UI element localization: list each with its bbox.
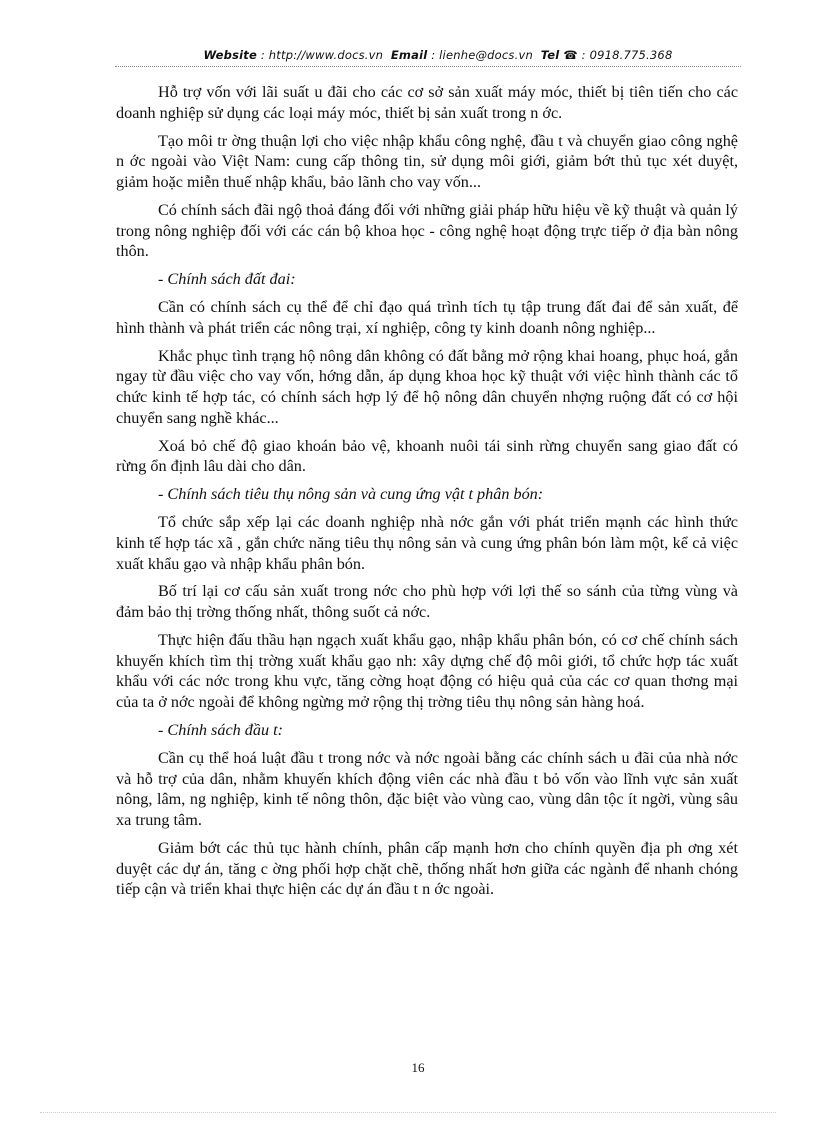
page-number: 16 (411, 1060, 425, 1075)
section-heading-consumption-policy: - Chính sách tiêu thụ nông sản và cung ứng vật t phân bón: (158, 485, 544, 504)
paragraph: Thực hiện đấu thầu hạn ngạch xuất khẩu gạo, nhập khẩu phân bón, có cơ chế chính sách khuyến khích tìm thị trờng xuất khẩu gạo nh: xây dựng chế độ môi giới, tổ chức hợp tác xuất khẩu với các nớc trong khu vực, tăng cờng hoạt động có hiệu quả của các cơ quan thơng mại của ta ở nớc ngoài để không ngừng mở rộng thị trờng tiêu thụ nông sản hàng hoá. (116, 631, 738, 712)
phone-icon: ☎ (563, 48, 578, 62)
paragraph: Bố trí lại cơ cấu sản xuất trong nớc cho phù hợp với lợi thế so sánh của từng vùng và đảm bảo thị trờng thống nhất, thông suốt cả nớc. (116, 582, 738, 622)
paragraph: Cần có chính sách cụ thể để chỉ đạo quá trình tích tụ tập trung đất đai để sản xuất, để hình thành và phát triển các nông trại, xí nghiệp, công ty kinh doanh nông nghiệp... (116, 298, 738, 337)
email-label: Email (390, 48, 428, 62)
email-value: : lienhe@docs.vn (431, 48, 533, 62)
website-value: : http://www.docs.vn (260, 48, 384, 62)
tel-label: Tel (540, 48, 560, 62)
document-body (116, 82, 738, 907)
header-divider (115, 66, 741, 67)
section-heading-investment-policy: - Chính sách đầu t: (158, 721, 283, 740)
paragraph: Tổ chức sắp xếp lại các doanh nghiệp nhà nớc gắn với phát triển mạnh các hình thức kinh tế hợp tác xã , gắn chức năng tiêu thụ nông sản và cung ứng phân bón làm một, kể cả việc xuất khẩu gạo và nhập khẩu phân bón. (116, 513, 738, 573)
paragraph: Xoá bỏ chế độ giao khoán bảo vệ, khoanh nuôi tái sinh rừng chuyển sang giao đất có rừng ổn định lâu dài cho dân. (116, 436, 738, 476)
website-label: Website (203, 48, 257, 62)
paragraph: Cần cụ thể hoá luật đầu t trong nớc và nớc ngoài bằng các chính sách u đãi của nhà nớc và hỗ trợ của dân, nhằm khuyến khích động viên các nhà đầu t bỏ vốn vào lĩnh vực sản xuất nông, lâm, ng nghiệp, kinh tế nông thôn, đặc biệt vào vùng cao, vùng dân tộc ít ngời, vùng sâu xa trung tâm. (116, 748, 738, 830)
paragraph: Có chính sách đãi ngộ thoả đáng đối với những giải pháp hữu hiệu về kỹ thuật và quản lý trong nông nghiệp đối với các cán bộ khoa học - công nghệ hoạt động trực tiếp ở địa bàn nông thôn. (116, 200, 738, 261)
paragraph: Giảm bớt các thủ tục hành chính, phân cấp mạnh hơn cho chính quyền địa ph ơng xét duyệt các dự án, tăng c ờng phối hợp chặt chẽ, thống nhất hơn giữa các ngành để nhanh chóng tiếp cận và triển khai thực hiện các dự án đầu t n ớc ngoài. (116, 838, 738, 899)
paragraph: Hỗ trợ vốn với lãi suất u đãi cho các cơ sở sản xuất máy móc, thiết bị tiên tiến cho các doanh nghiệp sử dụng các loại máy móc, thiết bị sản xuất trong n ớc. (116, 83, 738, 122)
paragraph: Khắc phục tình trạng hộ nông dân không có đất bằng mở rộng khai hoang, phục hoá, gắn ngay từ đầu việc cho vay vốn, hớng dẫn, áp dụng khoa học kỹ thuật với việc hình thành các tổ chức kinh tế hợp tác, có chính sách hợp lý để hộ nông dân chuyển nhợng ruộng đất có cơ hội chuyển sang nghề khác... (116, 346, 738, 427)
section-heading-land-policy: - Chính sách đất đai: (158, 270, 296, 289)
page-header (140, 48, 736, 62)
tel-value: : 0918.775.368 (581, 48, 673, 62)
paragraph: Tạo môi tr ờng thuận lợi cho việc nhập khẩu công nghệ, đầu t và chuyển giao công nghệ n ớc ngoài vào Việt Nam: cung cấp thông tin, sử dụng môi giới, giảm bớt thủ tục xét duyệt, giảm hoặc miễn thuế nhập khẩu, bảo lãnh cho vay vốn... (116, 131, 738, 191)
footer-divider (40, 1112, 776, 1113)
